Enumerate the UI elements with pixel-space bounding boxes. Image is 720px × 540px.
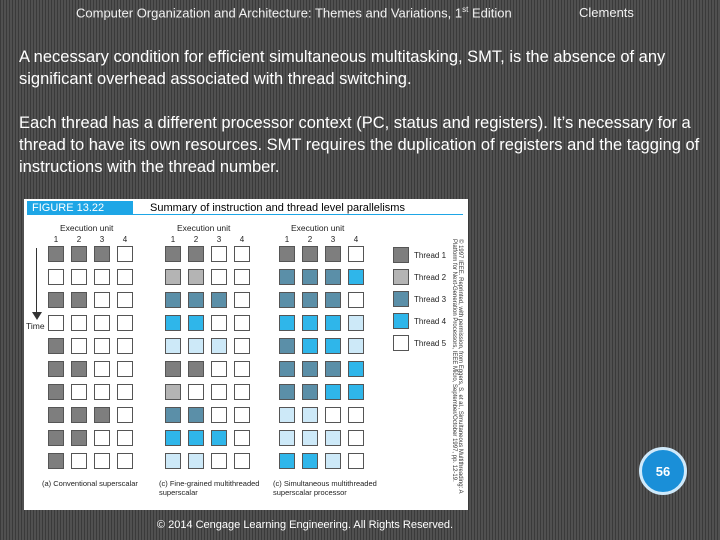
figure-13-22	[24, 199, 468, 510]
execution-unit-number: 3	[330, 235, 336, 244]
instruction-slot-cell	[48, 453, 64, 469]
legend-label-thread-2: Thread 2	[414, 273, 447, 282]
instruction-slot-cell	[302, 430, 318, 446]
instruction-slot-cell	[48, 338, 64, 354]
instruction-slot-cell	[117, 338, 133, 354]
instruction-slot-cell	[279, 292, 295, 308]
instruction-slot-cell	[117, 407, 133, 423]
instruction-slot-cell	[279, 338, 295, 354]
instruction-slot-cell	[94, 246, 110, 262]
instruction-slot-cell	[279, 384, 295, 400]
execution-unit-number: 2	[76, 235, 82, 244]
execution-unit-number: 3	[99, 235, 105, 244]
instruction-slot-cell	[48, 407, 64, 423]
instruction-slot-cell	[94, 430, 110, 446]
instruction-slot-cell	[94, 315, 110, 331]
instruction-slot-cell	[279, 246, 295, 262]
instruction-slot-cell	[48, 361, 64, 377]
header-title-end: Edition	[468, 5, 512, 21]
instruction-slot-cell	[234, 315, 250, 331]
instruction-slot-cell	[188, 453, 204, 469]
instruction-slot-cell	[48, 384, 64, 400]
instruction-slot-cell	[117, 269, 133, 285]
instruction-slot-cell	[211, 315, 227, 331]
instruction-slot-cell	[188, 338, 204, 354]
panel-sublabel: (c) Fine-grained multithreaded superscalar	[159, 479, 260, 497]
instruction-slot-cell	[234, 269, 250, 285]
legend-label-thread-1: Thread 1	[414, 251, 447, 260]
instruction-slot-cell	[117, 453, 133, 469]
time-axis-line	[36, 248, 37, 314]
instruction-slot-cell	[325, 338, 341, 354]
instruction-slot-cell	[117, 430, 133, 446]
instruction-slot-cell	[48, 315, 64, 331]
instruction-slot-cell	[348, 361, 364, 377]
header-title-main: Computer Organization and Architecture: Themes and Variations, 1	[76, 5, 463, 21]
instruction-slot-cell	[279, 361, 295, 377]
instruction-slot-cell	[325, 384, 341, 400]
instruction-slot-cell	[165, 384, 181, 400]
instruction-slot-cell	[211, 292, 227, 308]
paragraph-smt-condition: A necessary condition for efficient simultaneous multitasking, SMT, is the absence of any significant overhead associated with thread switching.	[19, 48, 666, 88]
instruction-slot-cell	[302, 407, 318, 423]
execution-unit-number: 2	[193, 235, 199, 244]
slide-header-title	[76, 5, 512, 20]
instruction-slot-cell	[48, 269, 64, 285]
instruction-slot-cell	[48, 430, 64, 446]
instruction-slot-cell	[234, 361, 250, 377]
instruction-slot-cell	[325, 361, 341, 377]
time-label: Time	[26, 321, 45, 331]
figure-credit: © 1997 IEEE. Reprinted, with permission, from Eggers, S. et al., Simultaneous Multithreading: A Platform for Next-Generation Processors, IEEE Micro, September/October 1997, pp. 12-19.	[451, 239, 463, 494]
instruction-slot-cell	[302, 338, 318, 354]
instruction-slot-cell	[302, 246, 318, 262]
instruction-slot-cell	[348, 453, 364, 469]
instruction-slot-cell	[165, 269, 181, 285]
instruction-slot-cell	[71, 315, 87, 331]
instruction-slot-cell	[302, 361, 318, 377]
execution-unit-label: Execution unit	[291, 223, 345, 233]
instruction-slot-cell	[279, 430, 295, 446]
instruction-slot-cell	[325, 269, 341, 285]
execution-unit-number: 1	[284, 235, 290, 244]
instruction-slot-cell	[117, 384, 133, 400]
instruction-slot-cell	[165, 361, 181, 377]
instruction-slot-cell	[71, 384, 87, 400]
instruction-slot-cell	[71, 430, 87, 446]
instruction-slot-cell	[348, 407, 364, 423]
slide-number-badge: 56	[639, 447, 687, 495]
instruction-slot-cell	[188, 430, 204, 446]
instruction-slot-cell	[94, 269, 110, 285]
instruction-slot-cell	[234, 292, 250, 308]
instruction-slot-cell	[302, 384, 318, 400]
instruction-slot-cell	[348, 246, 364, 262]
instruction-slot-cell	[234, 453, 250, 469]
instruction-slot-cell	[188, 407, 204, 423]
instruction-slot-cell	[302, 453, 318, 469]
instruction-slot-cell	[325, 292, 341, 308]
instruction-slot-cell	[348, 430, 364, 446]
instruction-slot-cell	[165, 246, 181, 262]
instruction-slot-cell	[211, 453, 227, 469]
instruction-slot-cell	[94, 292, 110, 308]
instruction-slot-cell	[211, 384, 227, 400]
instruction-slot-cell	[71, 292, 87, 308]
paragraph-thread-context: Each thread has a different processor context (PC, status and registers). It’s necessary for a thread to have its own resources. SMT requires the duplication of registers and the tagging of instructions with the thread number.	[19, 114, 700, 176]
instruction-slot-cell	[211, 407, 227, 423]
instruction-slot-cell	[211, 338, 227, 354]
instruction-slot-cell	[165, 338, 181, 354]
instruction-slot-cell	[325, 315, 341, 331]
instruction-slot-cell	[165, 315, 181, 331]
legend-label-thread-3: Thread 3	[414, 295, 447, 304]
instruction-slot-cell	[94, 407, 110, 423]
slide-header-author: Clements	[579, 5, 634, 20]
header-title-sup: st	[462, 5, 469, 14]
execution-unit-number: 1	[170, 235, 176, 244]
instruction-slot-cell	[279, 453, 295, 469]
instruction-slot-cell	[302, 315, 318, 331]
panel-sublabel: (a) Conventional superscalar	[42, 479, 138, 488]
execution-unit-number: 1	[53, 235, 59, 244]
execution-unit-number: 3	[216, 235, 222, 244]
instruction-slot-cell	[117, 292, 133, 308]
instruction-slot-cell	[234, 338, 250, 354]
instruction-slot-cell	[71, 361, 87, 377]
execution-unit-number: 4	[122, 235, 128, 244]
figure-label: FIGURE 13.22	[27, 201, 133, 215]
instruction-slot-cell	[71, 338, 87, 354]
instruction-slot-cell	[188, 361, 204, 377]
instruction-slot-cell	[302, 269, 318, 285]
execution-unit-label: Execution unit	[177, 223, 231, 233]
legend-swatch-thread-2	[393, 269, 409, 285]
instruction-slot-cell	[348, 384, 364, 400]
instruction-slot-cell	[325, 430, 341, 446]
instruction-slot-cell	[325, 453, 341, 469]
instruction-slot-cell	[348, 292, 364, 308]
instruction-slot-cell	[94, 361, 110, 377]
copyright-footer: © 2014 Cengage Learning Engineering. All Rights Reserved.	[156, 519, 454, 531]
instruction-slot-cell	[71, 246, 87, 262]
legend-swatch-thread-4	[393, 313, 409, 329]
instruction-slot-cell	[117, 315, 133, 331]
execution-unit-number: 4	[239, 235, 245, 244]
figure-caption: Summary of instruction and thread level parallelisms	[150, 202, 405, 214]
instruction-slot-cell	[279, 315, 295, 331]
instruction-slot-cell	[302, 292, 318, 308]
instruction-slot-cell	[94, 384, 110, 400]
instruction-slot-cell	[48, 246, 64, 262]
legend-swatch-thread-1	[393, 247, 409, 263]
instruction-slot-cell	[348, 269, 364, 285]
instruction-slot-cell	[348, 315, 364, 331]
instruction-slot-cell	[165, 430, 181, 446]
instruction-slot-cell	[48, 292, 64, 308]
instruction-slot-cell	[211, 361, 227, 377]
instruction-slot-cell	[71, 269, 87, 285]
instruction-slot-cell	[117, 361, 133, 377]
legend-swatch-thread-5	[393, 335, 409, 351]
instruction-slot-cell	[71, 453, 87, 469]
instruction-slot-cell	[211, 269, 227, 285]
instruction-slot-cell	[348, 338, 364, 354]
instruction-slot-cell	[188, 384, 204, 400]
instruction-slot-cell	[94, 338, 110, 354]
instruction-slot-cell	[234, 430, 250, 446]
execution-unit-number: 2	[307, 235, 313, 244]
instruction-slot-cell	[279, 269, 295, 285]
legend-swatch-thread-3	[393, 291, 409, 307]
execution-unit-number: 4	[353, 235, 359, 244]
instruction-slot-cell	[188, 246, 204, 262]
instruction-slot-cell	[188, 292, 204, 308]
instruction-slot-cell	[117, 246, 133, 262]
instruction-slot-cell	[234, 407, 250, 423]
instruction-slot-cell	[211, 246, 227, 262]
instruction-slot-cell	[234, 246, 250, 262]
panel-sublabel: (c) Simultaneous multithreaded superscalar processor	[273, 479, 377, 497]
instruction-slot-cell	[165, 453, 181, 469]
instruction-slot-cell	[94, 453, 110, 469]
instruction-slot-cell	[234, 384, 250, 400]
instruction-slot-cell	[165, 292, 181, 308]
instruction-slot-cell	[325, 407, 341, 423]
instruction-slot-cell	[165, 407, 181, 423]
instruction-slot-cell	[188, 315, 204, 331]
legend-label-thread-4: Thread 4	[414, 317, 447, 326]
execution-unit-label: Execution unit	[60, 223, 114, 233]
instruction-slot-cell	[188, 269, 204, 285]
legend-label-thread-5: Thread 5	[414, 339, 447, 348]
instruction-slot-cell	[325, 246, 341, 262]
instruction-slot-cell	[279, 407, 295, 423]
instruction-slot-cell	[71, 407, 87, 423]
instruction-slot-cell	[211, 430, 227, 446]
time-arrow-icon	[32, 312, 42, 320]
